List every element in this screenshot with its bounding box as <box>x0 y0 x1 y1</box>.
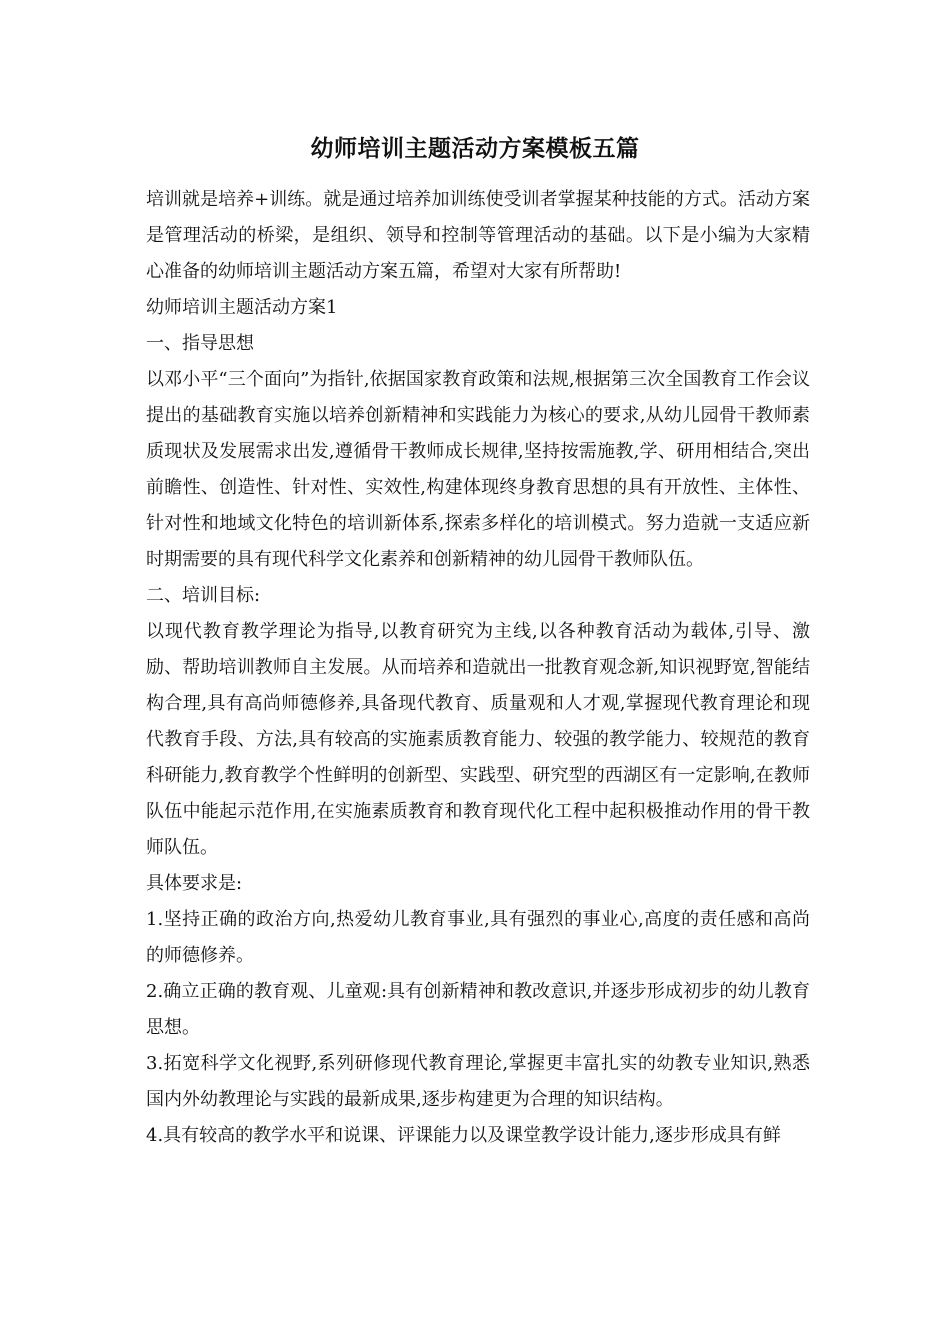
requirement-item-4: 4.具有较高的教学水平和说课、评课能力以及课堂教学设计能力,逐步形成具有鲜 <box>146 1125 781 1146</box>
heading-requirements: 具体要求是: <box>146 873 243 894</box>
guiding-ideology-paragraph: 以邓小平“三个面向”为指针,依据国家教育政策和法规,根据第三次全国教育工作会议提出的基础教育实施以培养创新精神和实践能力为核心的要求,从幼儿园骨干教师素质现状及发展需求出发,遵循骨干教师成长规律,坚持按需施教,学、研用相结合,突出前瞻性、创造性、针对性、实效性,构建体现终身教育思想的具有开放性、主体性、针对性和地域文化特色的培训新体系,探索多样化的培训模式。努力造就一支适应新时期需要的具有现代科学文化素养和创新精神的幼儿园骨干教师队伍。 <box>146 369 810 570</box>
requirement-item-1: 1.坚持正确的政治方向,热爱幼儿教育事业,具有强烈的事业心,高度的责任感和高尚的师德修养。 <box>146 909 810 966</box>
document-body <box>146 182 810 1154</box>
training-goals-paragraph: 以现代教育教学理论为指导,以教育研究为主线,以各种教育活动为载体,引导、激励、帮助培训教师自主发展。从而培养和造就出一批教育观念新,知识视野宽,智能结构合理,具有高尚师德修养,具备现代教育、质量观和人才观,掌握现代教育理论和现代教育手段、方法,具有较高的实施素质教育能力、较强的教学能力、较规范的教育科研能力,教育教学个性鲜明的创新型、实践型、研究型的西湖区有一定影响,在教师队伍中能起示范作用,在实施素质教育和教育现代化工程中起积极推动作用的骨干教师队伍。 <box>146 621 810 858</box>
document-title: 幼师培训主题活动方案模板五篇 <box>310 135 640 162</box>
requirement-item-2: 2.确立正确的教育观、儿童观:具有创新精神和教改意识,并逐步形成初步的幼儿教育思想。 <box>146 981 810 1038</box>
heading-training-goals: 二、培训目标: <box>146 585 261 606</box>
requirement-item-3: 3.拓宽科学文化视野,系列研修现代教育理论,掌握更丰富扎实的幼教专业知识,熟悉国内外幼教理论与实践的最新成果,逐步构建更为合理的知识结构。 <box>146 1053 810 1110</box>
heading-guiding-ideology: 一、指导思想 <box>146 333 254 354</box>
intro-paragraph: 培训就是培养+训练。就是通过培养加训练使受训者掌握某种技能的方式。活动方案是管理活动的桥梁，是组织、领导和控制等管理活动的基础。以下是小编为大家精心准备的幼师培训主题活动方案五篇，希望对大家有所帮助! <box>146 189 810 282</box>
section-title: 幼师培训主题活动方案1 <box>146 297 338 318</box>
